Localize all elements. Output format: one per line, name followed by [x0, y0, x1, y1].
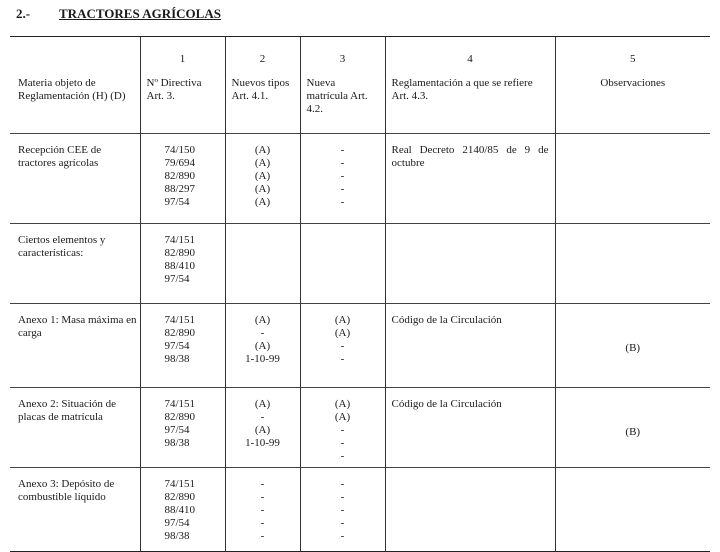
nuevos-tipos-value: - [260, 504, 265, 516]
nuevos-tipos-value: (A) [254, 314, 271, 326]
section-heading [16, 6, 221, 22]
header-nueva-matricula: Nueva matrícula Art. 4.2. [300, 73, 385, 134]
observaciones-cell: (B) [555, 388, 710, 468]
nuevos-tipos-value: - [260, 411, 265, 423]
nueva-matricula-value: - [340, 353, 345, 365]
directiva-value: 74/151 [164, 234, 196, 246]
directiva-cell [140, 224, 225, 304]
nueva-matricula-value: - [340, 450, 345, 462]
col-number: 1 [140, 37, 225, 74]
nueva-matricula-value: - [340, 340, 345, 352]
directiva-value: 82/890 [164, 247, 196, 259]
directiva-value: 97/54 [164, 340, 190, 352]
directiva-cell [140, 388, 225, 468]
directiva-value: 88/410 [164, 260, 196, 272]
directiva-value: 74/151 [164, 398, 196, 410]
nuevos-tipos-value: - [260, 530, 265, 542]
nueva-matricula-value: (A) [334, 411, 351, 423]
column-number-row [10, 37, 710, 74]
nueva-matricula-value: - [340, 530, 345, 542]
nueva-matricula-value: - [340, 196, 345, 208]
nueva-matricula-value: - [340, 157, 345, 169]
col-number: 2 [225, 37, 300, 74]
nuevos-tipos-value: - [260, 327, 265, 339]
header-observaciones: Observaciones [555, 73, 710, 134]
directiva-value: 97/54 [164, 196, 190, 208]
section-title: TRACTORES AGRÍCOLAS [59, 6, 221, 21]
nueva-matricula-value: - [340, 478, 345, 490]
nueva-matricula-value: - [340, 437, 345, 449]
directiva-value: 74/151 [164, 314, 196, 326]
nuevos-tipos-value: (A) [254, 398, 271, 410]
nueva-matricula-value: - [340, 491, 345, 503]
directiva-cell [140, 304, 225, 388]
nuevos-tipos-cell [225, 388, 300, 468]
observaciones-cell [555, 134, 710, 224]
nueva-matricula-cell [300, 304, 385, 388]
col-number: 4 [385, 37, 555, 74]
nuevos-tipos-value: - [260, 491, 265, 503]
materia-cell: Ciertos elementos y características: [10, 224, 140, 304]
nuevos-tipos-value: - [260, 478, 265, 490]
nuevos-tipos-value: 1-10-99 [245, 353, 280, 365]
nueva-matricula-cell [300, 388, 385, 468]
nuevos-tipos-value: (A) [254, 340, 271, 352]
directiva-value: 98/38 [164, 353, 190, 365]
nuevos-tipos-value: (A) [254, 183, 271, 195]
materia-cell: Anexo 2: Situación de placas de matrícula [10, 388, 140, 468]
nueva-matricula-value: - [340, 504, 345, 516]
nueva-matricula-value: - [340, 517, 345, 529]
directiva-value: 74/151 [164, 478, 196, 490]
observaciones-cell [555, 224, 710, 304]
materia-cell: Recepción CEE de tractores agrícolas [10, 134, 140, 224]
directiva-value: 97/54 [164, 517, 190, 529]
nuevos-tipos-value: (A) [254, 170, 271, 182]
header-reglamentacion: Reglamentación a que se refiere Art. 4.3. [385, 73, 555, 134]
nueva-matricula-value: (A) [334, 327, 351, 339]
nuevos-tipos-cell [225, 224, 300, 304]
directiva-value: 82/890 [164, 491, 196, 503]
observaciones-cell: (B) [555, 304, 710, 388]
reglamentacion-cell [385, 224, 555, 304]
nueva-matricula-value: - [340, 183, 345, 195]
reglamentacion-cell: Código de la Circulación [385, 388, 555, 468]
reglamentacion-cell: Real Decreto 2140/85 de 9 de octubre [385, 134, 555, 224]
directiva-value: 79/694 [164, 157, 196, 169]
nuevos-tipos-value: 1-10-99 [245, 437, 280, 449]
directiva-value: 74/150 [164, 144, 196, 156]
directiva-value: 82/890 [164, 170, 196, 182]
nuevos-tipos-value: (A) [254, 144, 271, 156]
regulation-table [10, 36, 710, 552]
nuevos-tipos-value: (A) [254, 424, 271, 436]
directiva-value: 97/54 [164, 424, 190, 436]
directiva-value: 88/297 [164, 183, 196, 195]
nuevos-tipos-value: (A) [254, 157, 271, 169]
nueva-matricula-value: - [340, 144, 345, 156]
materia-cell: Anexo 3: Depósito de combustible líquido [10, 468, 140, 552]
directiva-value: 98/38 [164, 437, 190, 449]
directiva-cell [140, 134, 225, 224]
table-row [10, 388, 710, 468]
materia-cell: Anexo 1: Masa máxima en carga [10, 304, 140, 388]
directiva-value: 82/890 [164, 327, 196, 339]
table-row [10, 224, 710, 304]
nuevos-tipos-value: - [260, 517, 265, 529]
nuevos-tipos-cell [225, 304, 300, 388]
nueva-matricula-cell [300, 224, 385, 304]
nuevos-tipos-value: (A) [254, 196, 271, 208]
col-number: 5 [555, 37, 710, 74]
nueva-matricula-value: - [340, 170, 345, 182]
header-directiva: Nº Directiva Art. 3. [140, 73, 225, 134]
directiva-value: 88/410 [164, 504, 196, 516]
directiva-value: 98/38 [164, 530, 190, 542]
reglamentacion-cell: Código de la Circulación [385, 304, 555, 388]
nueva-matricula-value: - [340, 424, 345, 436]
table-row [10, 304, 710, 388]
header-materia: Materia objeto de Reglamentación (H) (D) [18, 77, 126, 102]
section-number: 2.- [16, 6, 31, 21]
directiva-value: 97/54 [164, 273, 190, 285]
nuevos-tipos-cell [225, 134, 300, 224]
col-number: 3 [300, 37, 385, 74]
column-header-row [10, 73, 710, 134]
directiva-value: 82/890 [164, 411, 196, 423]
nueva-matricula-value: (A) [334, 314, 351, 326]
header-nuevos-tipos: Nuevos tipos Art. 4.1. [225, 73, 300, 134]
table-row [10, 134, 710, 224]
nueva-matricula-value: (A) [334, 398, 351, 410]
nueva-matricula-cell [300, 134, 385, 224]
